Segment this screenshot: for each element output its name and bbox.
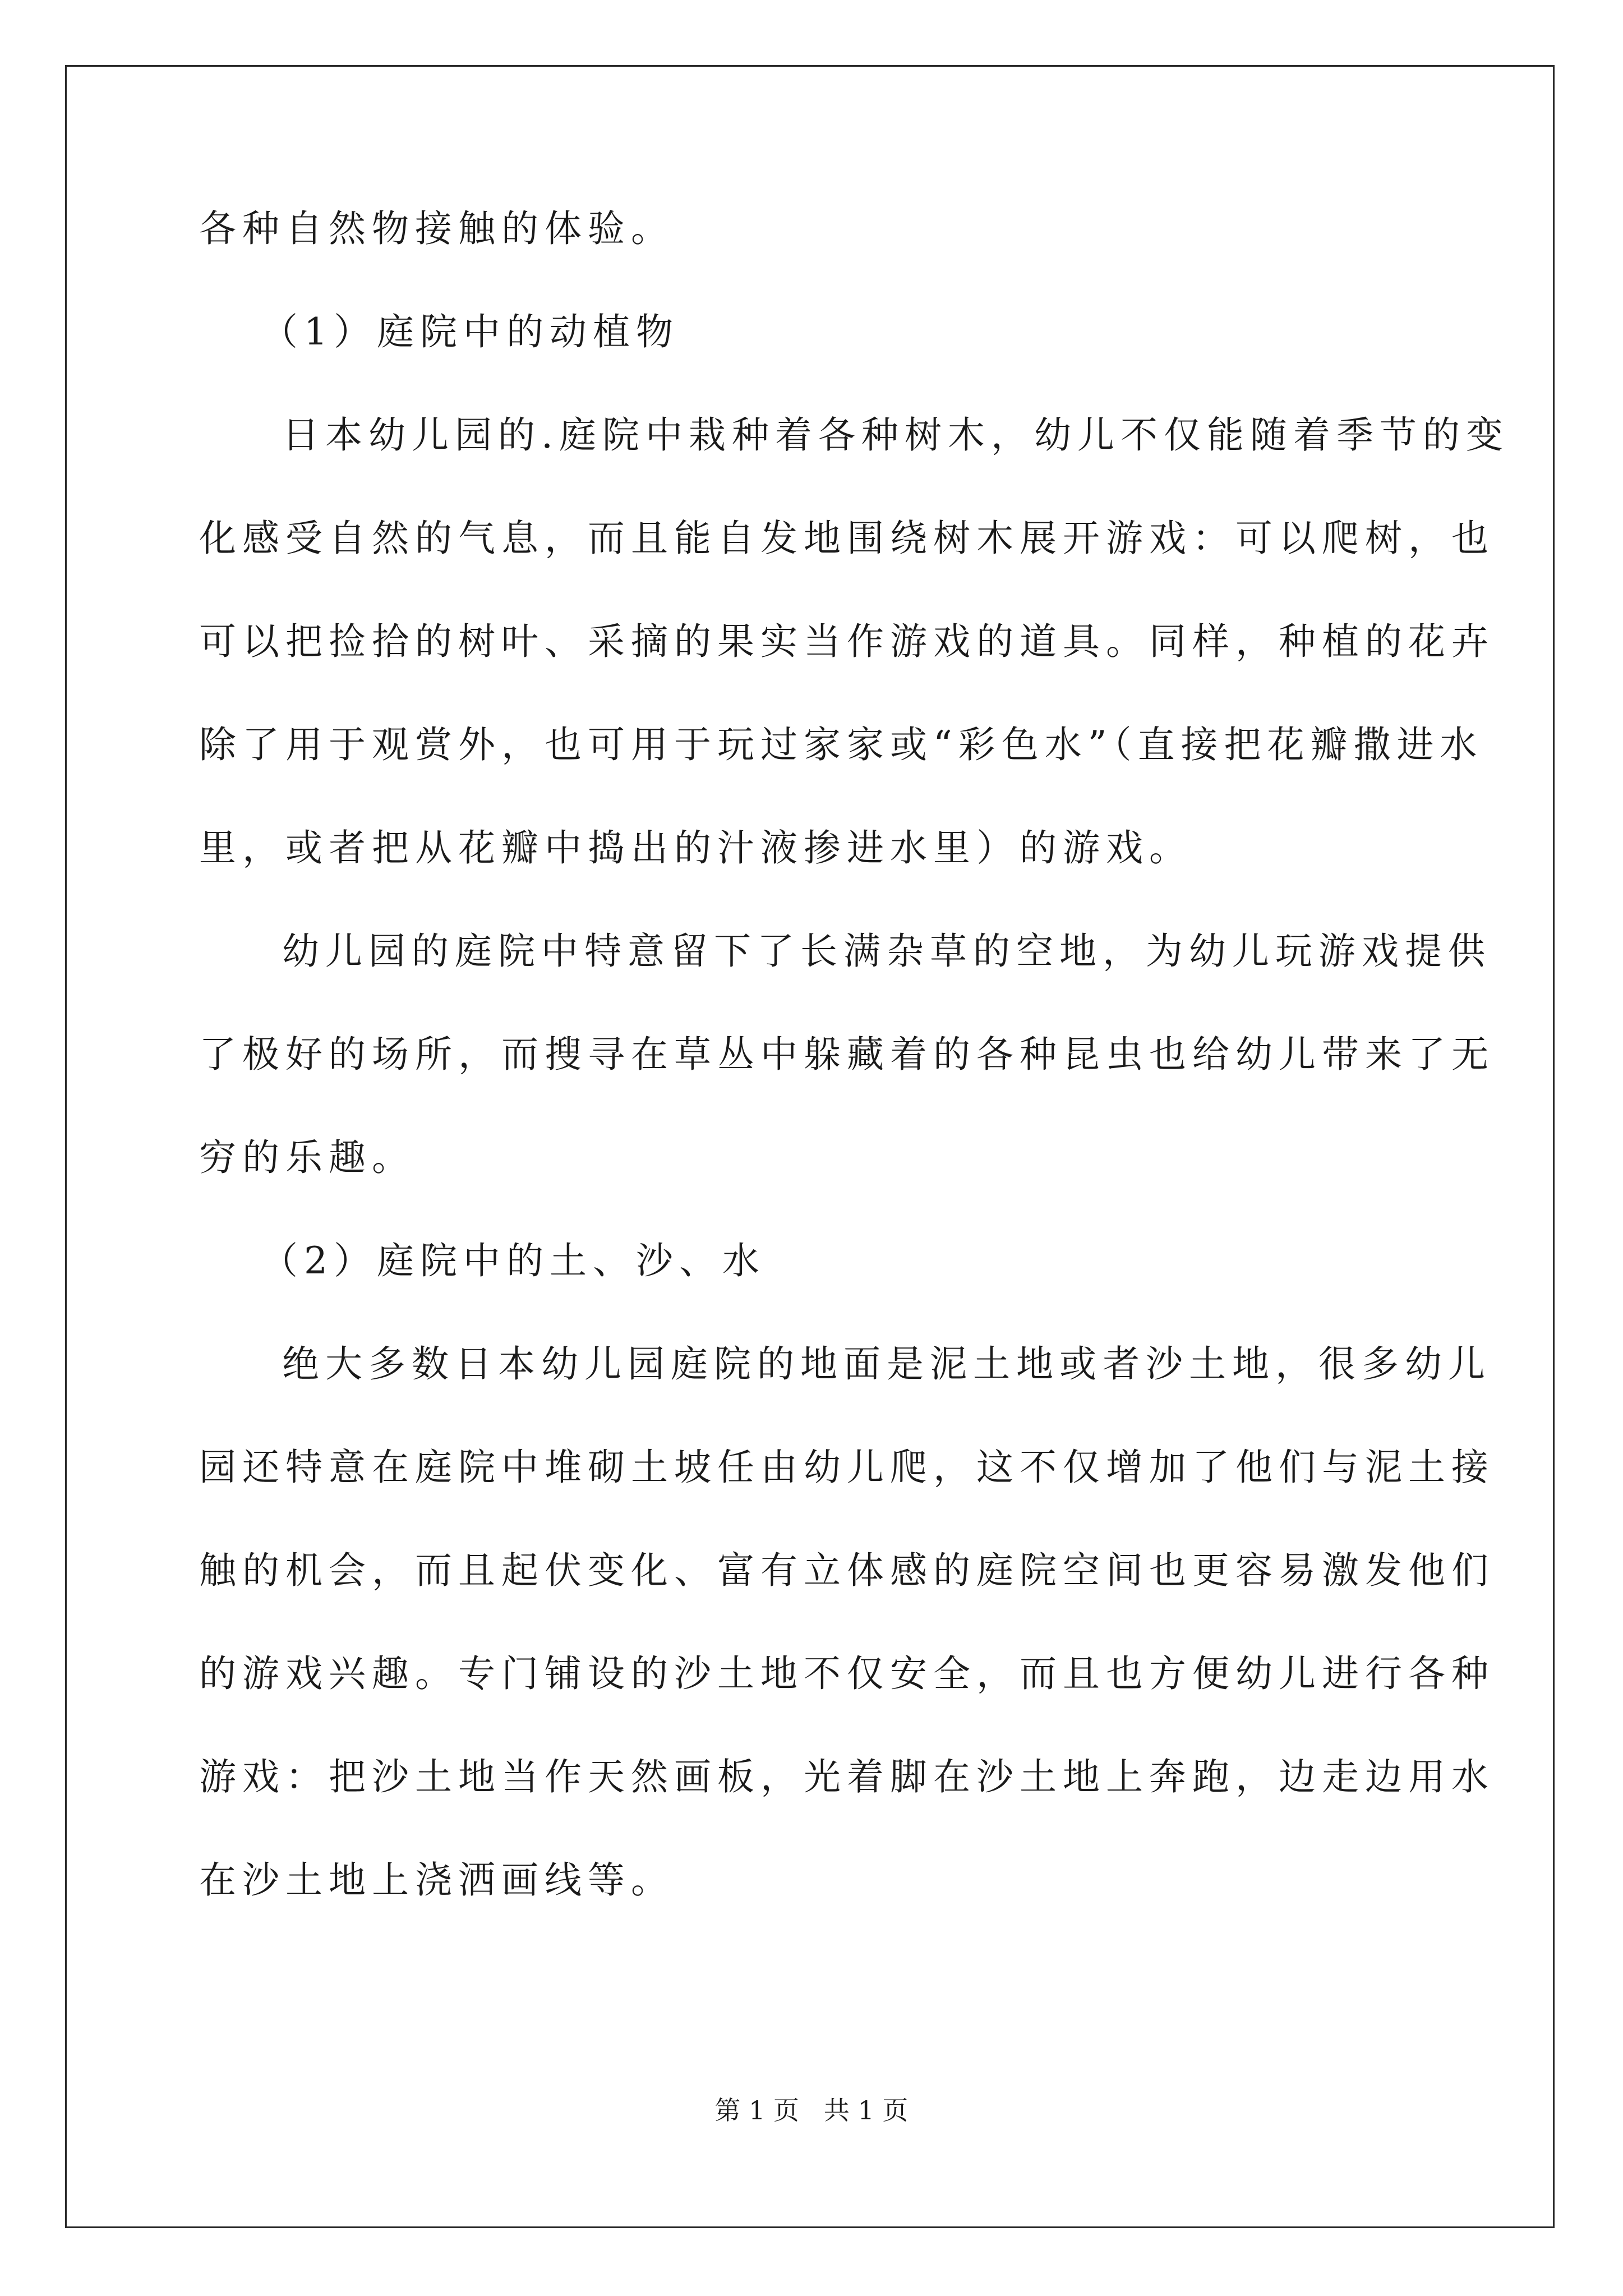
paragraph-line: 了极好的场所，而搜寻在草丛中躲藏着的各种昆虫也给幼儿带来了无 — [199, 1033, 1495, 1076]
paragraph-line: 日本幼儿园的.庭院中栽种着各种树木，幼儿不仅能随着季节的变 — [282, 413, 1509, 457]
page-number-footer: 第 1 页 共 1 页 — [714, 2095, 909, 2125]
paragraph-line: 可以把捡拾的树叶、采摘的果实当作游戏的道具。同样，种植的花卉 — [199, 620, 1495, 663]
section-heading: （1）庭院中的动植物 — [261, 310, 679, 353]
paragraph-line: 幼儿园的庭院中特意留下了长满杂草的空地，为幼儿玩游戏提供 — [282, 930, 1491, 973]
paragraph-line: 触的机会，而且起伏变化、富有立体感的庭院空间也更容易激发他们 — [199, 1549, 1495, 1592]
section-heading: （2）庭院中的土、沙、水 — [261, 1239, 766, 1282]
paragraph-line: 的游戏兴趣。专门铺设的沙土地不仅安全，而且也方便幼儿进行各种 — [199, 1652, 1495, 1695]
paragraph-line: 游戏：把沙土地当作天然画板，光着脚在沙土地上奔跑，边走边用水 — [199, 1755, 1495, 1798]
paragraph-line: 各种自然物接触的体验。 — [199, 207, 674, 250]
paragraph-line: 园还特意在庭院中堆砌土坡任由幼儿爬，这不仅增加了他们与泥土接 — [199, 1446, 1495, 1489]
paragraph-line: 化感受自然的气息，而且能自发地围绕树木展开游戏：可以爬树，也 — [199, 517, 1495, 560]
paragraph-line: 里，或者把从花瓣中捣出的汁液掺进水里）的游戏。 — [199, 826, 1192, 869]
paragraph-line: 除了用于观赏外，也可用于玩过家家或“彩色水”（直接把花瓣撒进水 — [199, 723, 1483, 766]
paragraph-line: 穷的乐趣。 — [199, 1136, 415, 1179]
paragraph-line: 在沙土地上浇洒画线等。 — [199, 1858, 674, 1902]
paragraph-line: 绝大多数日本幼儿园庭院的地面是泥土地或者沙土地，很多幼儿 — [282, 1342, 1491, 1386]
